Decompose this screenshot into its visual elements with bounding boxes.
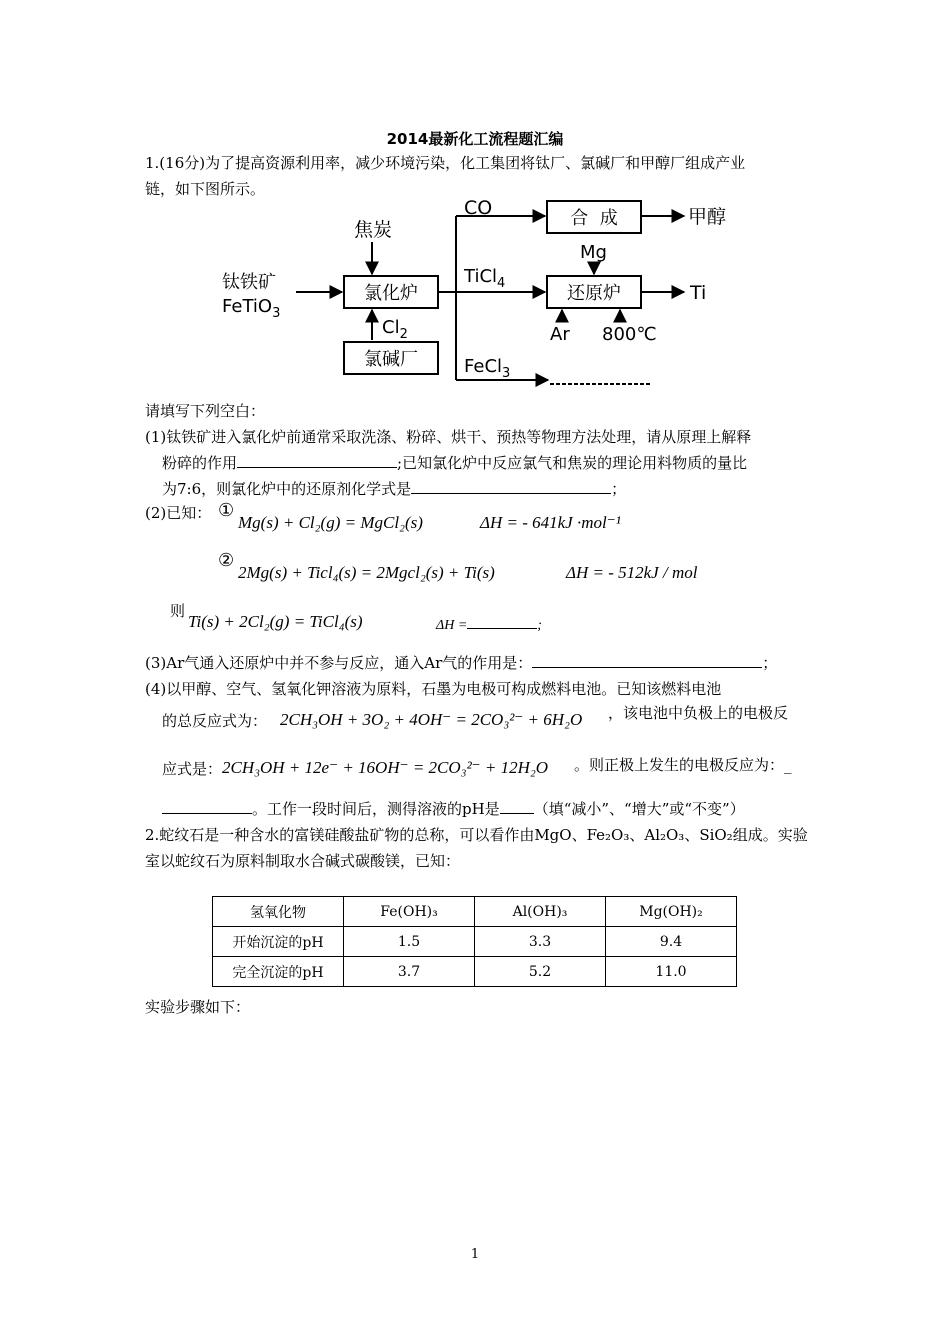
- part3-line: (3)Ar气通入还原炉中并不参与反应，通入Ar气的作用是： ；: [145, 650, 810, 676]
- mg-label: Mg: [580, 242, 607, 263]
- table-cell: 9.4: [606, 927, 737, 957]
- part2-label: (2)已知：: [145, 504, 212, 522]
- page-number: 1: [470, 1247, 480, 1262]
- part4-line3-lead: 应式是：: [162, 760, 223, 778]
- page-title: 2014最新化工流程题汇编: [386, 130, 564, 148]
- experiment-steps-label: 实验步骤如下：: [145, 998, 251, 1016]
- part4-line2-lead: 的总反应式为：: [162, 712, 268, 730]
- ore-label: 钛铁矿: [222, 272, 276, 293]
- table-row: [213, 957, 737, 987]
- equation-4: 2CH₃OH + 3O₂ + 4OH⁻ = 2CO₃²⁻ + 6H₂O: [280, 710, 583, 729]
- ar-label: Ar: [550, 324, 570, 345]
- part1-line2: 粉碎的作用 ;已知氯化炉中反应氯气和焦炭的理论用料物质的量比: [162, 450, 827, 476]
- q2-line1: 2.蛇纹石是一种含水的富镁硅酸盐矿物的总称，可以看作由MgO、Fe₂O₃、Al₂O₃、SiO₂组成。实验: [145, 826, 808, 844]
- table-row: [213, 927, 737, 957]
- co-label: CO: [464, 197, 493, 219]
- answer-blank-ph[interactable]: [500, 797, 534, 814]
- circle-two: ②: [218, 550, 235, 570]
- synthesis-label: 合 成: [570, 208, 618, 229]
- chloralkali-plant-label: 氯碱厂: [364, 349, 418, 370]
- fill-prompt: 请填写下列空白：: [145, 402, 266, 420]
- table-cell: 3.7: [344, 957, 475, 987]
- equation-2-enthalpy: ΔH = - 512kJ / mol: [566, 563, 698, 582]
- ore-formula: FeTiO$_3$: [222, 296, 281, 321]
- equation-3-enthalpy: ΔH = ;: [436, 612, 542, 634]
- equation-1-enthalpy: ΔH = - 641kJ ·mol⁻¹: [480, 513, 621, 532]
- answer-blank-grinding[interactable]: [237, 451, 397, 468]
- q2-line2: 室以蛇纹石为原料制取水合碱式碳酸镁，已知：: [145, 852, 461, 870]
- part4-line2-tail: ，该电池中负极上的电极反: [608, 704, 789, 722]
- table-cell: 3.3: [475, 927, 606, 957]
- methanol-label: 甲醇: [688, 206, 727, 228]
- ticl4-label: TiCl$_4$: [464, 266, 506, 291]
- table-header-cell: Fe(OH)₃: [344, 897, 475, 927]
- q1-intro-line2: 链，如下图所示。: [145, 180, 266, 198]
- chlorination-furnace-label: 氯化炉: [364, 283, 418, 304]
- table-header-cell: Mg(OH)₂: [606, 897, 737, 927]
- answer-blank-enthalpy[interactable]: [467, 612, 537, 629]
- table-cell: 开始沉淀的pH: [213, 927, 344, 957]
- fecl3-label: FeCl$_3$: [464, 356, 511, 381]
- then-label: 则: [170, 602, 186, 620]
- reduction-furnace-label: 还原炉: [567, 283, 621, 304]
- table-cell: 5.2: [475, 957, 606, 987]
- part4-line4: 。工作一段时间后，测得溶液的pH是 （填“减小”、“增大”或“不变”）: [162, 796, 827, 822]
- part4-line1: (4)以甲醇、空气、氢氧化钾溶液为原料，石墨为电极可构成燃料电池。已知该燃料电池: [145, 680, 722, 698]
- part1-line1: (1)钛铁矿进入氯化炉前通常采取洗涤、粉碎、烘干、预热等物理方法处理，请从原理上解释: [145, 428, 752, 446]
- temperature-label: 800℃: [602, 324, 657, 345]
- cl2-label: $Cl_2$: [382, 317, 408, 342]
- hydroxide-ph-table: [212, 896, 737, 987]
- table-cell: 完全沉淀的pH: [213, 957, 344, 987]
- table-cell: 11.0: [606, 957, 737, 987]
- coke-label: 焦炭: [354, 219, 393, 241]
- answer-blank-positive-electrode[interactable]: [162, 797, 252, 814]
- equation-1: Mg(s) + Cl₂(g) = MgCl₂(s): [238, 513, 423, 532]
- ti-label: Ti: [690, 282, 707, 304]
- answer-blank-reductant[interactable]: [411, 477, 611, 494]
- equation-2: 2Mg(s) + Ticl₄(s) = 2Mgcl₂(s) + Ti(s): [238, 563, 495, 582]
- equation-5: 2CH₃OH + 12e⁻ + 16OH⁻ = 2CO₃²⁻ + 12H₂O: [222, 758, 549, 777]
- table-header-cell: Al(OH)₃: [475, 897, 606, 927]
- q1-intro-line1: 1.(16分)为了提高资源利用率，减少环境污染，化工集团将钛厂、氯碱厂和甲醇厂组成产业: [145, 154, 746, 172]
- answer-blank-argon[interactable]: [532, 651, 762, 668]
- part4-line3-tail: 。则正极上发生的电极反应为：_: [574, 756, 792, 774]
- circle-one: ①: [218, 500, 235, 520]
- part1-line3: 为7:6，则氯化炉中的还原剂化学式是 ；: [162, 476, 827, 502]
- table-cell: 1.5: [344, 927, 475, 957]
- equation-3: Ti(s) + 2Cl₂(g) = TiCl₄(s): [188, 612, 363, 631]
- table-header-cell: 氢氧化物: [213, 897, 344, 927]
- table-header-row: [213, 897, 737, 927]
